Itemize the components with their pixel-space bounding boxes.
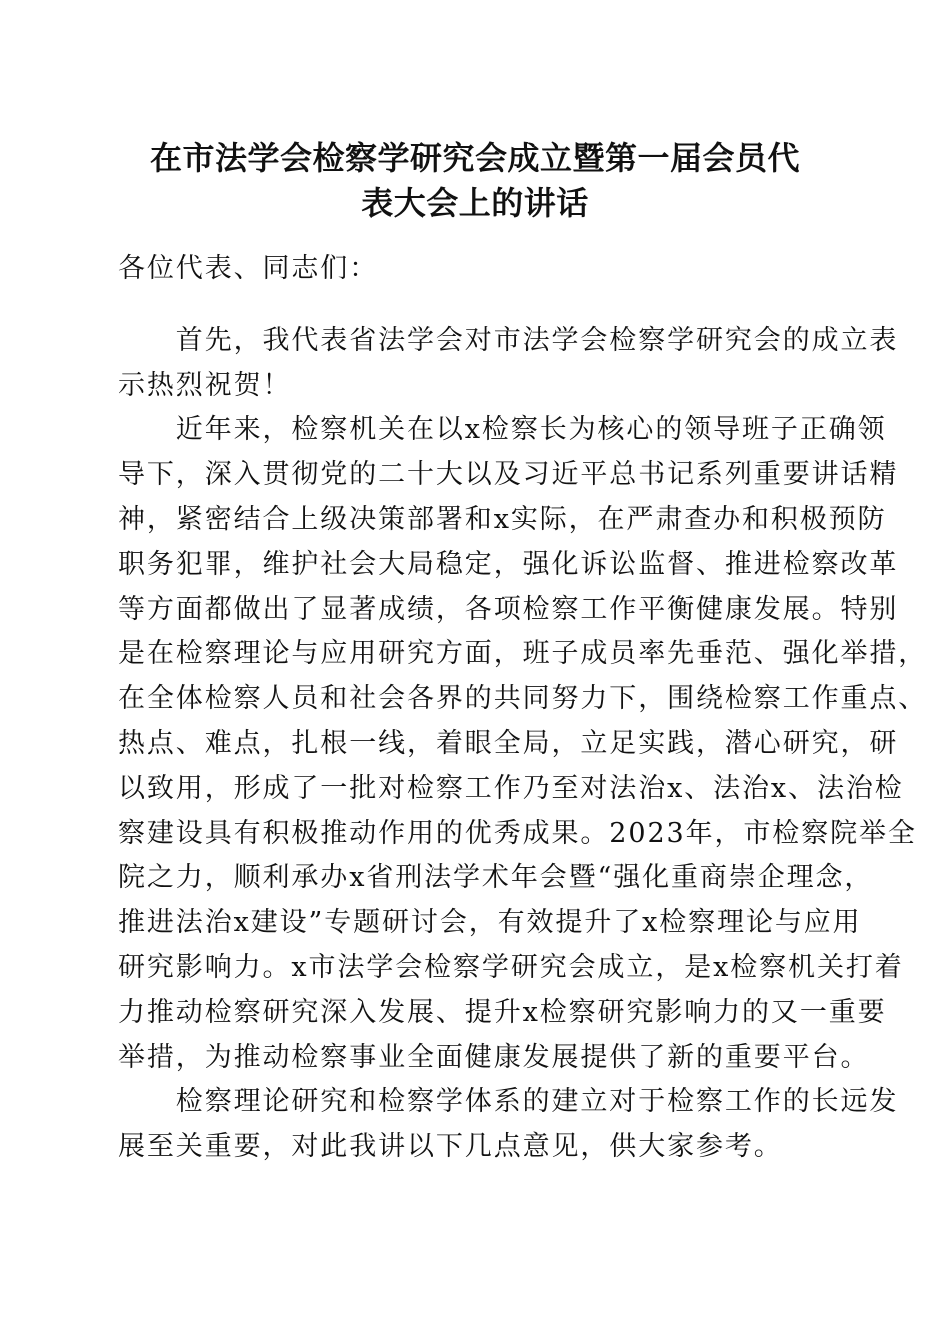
body-text-line: 是在检察理论与应用研究方面，班子成员率先垂范、强化举措， — [118, 638, 928, 670]
body-text-line: 等方面都做出了显著成绩，各项检察工作平衡健康发展。特别 — [118, 593, 899, 625]
body-text-line: 导下，深入贯彻党的二十大以及习近平总书记系列重要讲话精 — [118, 459, 899, 491]
body-text-line: 推进法治x建设”专题研讨会，有效提升了x检察理论与应用 — [118, 907, 862, 939]
title-line: 表大会上的讲话 — [361, 184, 589, 222]
body-text-line: 举措，为推动检察事业全面健康发展提供了新的重要平台。 — [118, 1041, 870, 1073]
body-text-line: 力推动检察研究深入发展、提升x检察研究影响力的又一重要 — [118, 996, 887, 1028]
body-text-line: 察建设具有积极推动作用的优秀成果。2023年，市检察院举全 — [118, 817, 917, 849]
body-text-line: 神，紧密结合上级决策部署和x实际，在严肃查办和积极预防 — [118, 503, 887, 535]
body-text-line: 热点、难点，扎根一线，着眼全局，立足实践，潜心研究，研 — [118, 727, 899, 759]
body-text-line: 职务犯罪，维护社会大局稳定，强化诉讼监督、推进检察改革 — [118, 548, 899, 580]
body-text-line: 展至关重要，对此我讲以下几点意见，供大家参考。 — [118, 1131, 783, 1163]
body-text-line: 检察理论研究和检察学体系的建立对于检察工作的长远发 — [118, 1086, 899, 1118]
body-text-line: 近年来，检察机关在以x检察长为核心的领导班子正确领 — [118, 414, 887, 446]
body-text-line: 以致用，形成了一批对检察工作乃至对法治x、法治x、法治检 — [118, 772, 904, 804]
body-text-line: 研究影响力。x市法学会检察学研究会成立，是x检察机关打着 — [118, 951, 904, 983]
body-text-line: 在全体检察人员和社会各界的共同努力下，围绕检察工作重点、 — [118, 683, 928, 715]
body-text-line: 院之力，顺利承办x省刑法学术年会暨“强化重商崇企理念， — [118, 862, 874, 894]
body-text-line: 示热烈祝贺！ — [118, 369, 292, 401]
title-line: 在市法学会检察学研究会成立暨第一届会员代 — [149, 139, 800, 177]
document-title — [0, 136, 950, 226]
salutation: 各位代表、同志们： — [118, 253, 379, 284]
document-body — [118, 247, 928, 1170]
body-text-line: 首先，我代表省法学会对市法学会检察学研究会的成立表 — [118, 324, 899, 356]
